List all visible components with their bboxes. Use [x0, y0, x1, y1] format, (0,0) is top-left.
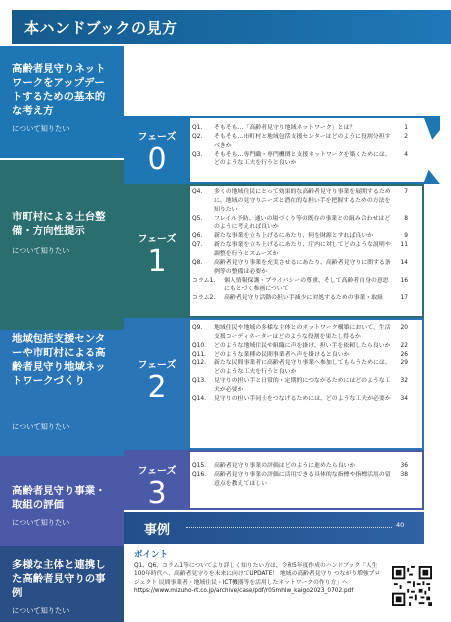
- list-item[interactable]: [192, 462, 408, 471]
- item-text: 高齢者見守り事業の評価に活用できる具体的な指標や指標活用の留意点を教えてほしい: [214, 471, 391, 487]
- list-item[interactable]: [192, 151, 408, 169]
- item-text: 地域住民や地域の多様な主体とのネットワーク構築において、生活支援コーディネーターはどのような役割を果たし得るか: [214, 325, 391, 340]
- item-number: Q13.: [192, 378, 207, 385]
- item-text: 新たな民間事業者に高齢者見守り事業へ参加してもらうためには、どのような工夫を行うと良いか: [214, 360, 391, 376]
- phase0-list: [192, 124, 408, 168]
- list-item[interactable]: [192, 294, 408, 303]
- item-number: コラム2.: [192, 295, 216, 302]
- item-page: 22: [400, 342, 408, 349]
- item-text: 見守りの担い手と日常的・定期的につながるためにはどのような工夫が必要か: [214, 378, 391, 394]
- section-sub: について知りたい: [12, 422, 70, 431]
- list-item[interactable]: [192, 241, 408, 259]
- section-heading: 市町村による土台整備・方向性提示: [12, 211, 106, 238]
- phase-label: フェーズ: [137, 466, 177, 477]
- phase0-tab: [126, 122, 188, 175]
- item-page: 8: [404, 215, 408, 222]
- item-page: 26: [400, 351, 408, 358]
- phase-number: 2: [147, 370, 167, 405]
- list-item[interactable]: [192, 232, 408, 241]
- section-heading: 高齢者見守りネットワークをアップデートするための基本的な考え方: [12, 63, 106, 118]
- list-item[interactable]: [192, 259, 408, 277]
- item-number: コラム1.: [192, 277, 216, 284]
- list-item[interactable]: [192, 188, 408, 215]
- item-number: Q10.: [192, 342, 207, 349]
- list-item[interactable]: [192, 395, 408, 404]
- phase3-tab: [126, 456, 188, 509]
- section-heading: 地域包括支援センターや市町村による高齢者見守り地域ネットワークづくり: [12, 333, 106, 388]
- item-page: 17: [400, 295, 408, 302]
- item-text: どのような業種の民間事業者へ声を掛けると良いか: [214, 351, 350, 358]
- item-page: 11: [400, 242, 408, 249]
- phase1-list: [192, 188, 408, 303]
- section-sub: について知りたい: [12, 246, 70, 255]
- section-sub: について知りたい: [12, 124, 70, 133]
- list-item[interactable]: [192, 133, 408, 151]
- list-item[interactable]: [192, 342, 408, 351]
- list-item[interactable]: [192, 324, 408, 342]
- item-number: Q2.: [192, 133, 203, 140]
- item-text: そもそも…専門職・専門機関と支援ネットワークを築くためには、どのような工夫を行うと良いか: [214, 151, 391, 167]
- list-item[interactable]: [192, 351, 408, 360]
- item-text: 多くの地域住民にとって効果的な高齢者見守り事業を展開するために、地域の見守りニーズと潜在的な担い手を把握するための方法を知りたい: [214, 189, 391, 213]
- item-number: Q8.: [192, 259, 203, 266]
- list-item[interactable]: [192, 277, 408, 295]
- list-item[interactable]: [192, 377, 408, 395]
- item-page: 14: [400, 259, 408, 266]
- list-item[interactable]: [192, 471, 408, 489]
- item-text: どのような地域住民や組織に声を掛け、担い手を依頼したら良いか: [214, 342, 391, 349]
- item-text: 個人情報保護・プライバシーの尊重、そして高齢者自身の意思にもとづく参画について: [224, 277, 389, 293]
- list-item[interactable]: [192, 359, 408, 377]
- section-sub: について知りたい: [12, 606, 70, 615]
- item-page: 4: [404, 151, 408, 158]
- item-text: そもそも…市町村と地域包括支援センターはどのように役割分担すべきか: [214, 133, 391, 149]
- qr-code-icon: [392, 566, 432, 606]
- item-text: 新たな事業を立ち上げるにあたり、庁内に対してどのような説明や調整を行うとスムーズか: [214, 242, 391, 258]
- section-network: [0, 322, 124, 454]
- section-basic: [0, 52, 124, 158]
- item-number: Q15.: [192, 463, 207, 469]
- phase3-list: [192, 462, 408, 489]
- item-page: 36: [400, 463, 408, 469]
- point-box: [134, 548, 440, 618]
- item-page: 34: [400, 395, 408, 402]
- case-label[interactable]: 事例: [144, 523, 171, 538]
- item-text: 見守りの担い手同士をつなげるためには、どのような工夫が必要か: [214, 395, 391, 402]
- item-number: Q14.: [192, 395, 207, 402]
- section-sub: について知りたい: [12, 518, 70, 527]
- item-text: そもそも…「高齢者見守り地域ネットワーク」とは？: [214, 125, 356, 131]
- item-number: Q6.: [192, 233, 203, 240]
- phase2-list: [192, 324, 408, 404]
- phase-number: 0: [147, 142, 167, 177]
- item-text: 新たな事業を立ち上げるにあたり、何を財源とすれば良いか: [214, 233, 374, 240]
- section-municipal: [0, 200, 124, 326]
- item-text: フレイル予防、通いの場づくり等の既存の事業との組み合わせはどのように考えれば良いか: [214, 215, 391, 231]
- page-title: 本ハンドブックの見方: [24, 19, 178, 37]
- item-page: 32: [400, 378, 408, 385]
- item-number: Q9.: [192, 325, 203, 331]
- item-number: Q3.: [192, 151, 203, 158]
- section-heading: 多様な主体と連携した高齢者見守りの事例: [12, 559, 106, 600]
- section-heading: 高齢者見守り事業・取組の評価: [12, 485, 106, 512]
- item-page: 29: [400, 360, 408, 367]
- phase2-tab: [126, 350, 188, 403]
- phase-label: フェーズ: [137, 132, 177, 143]
- item-page: 16: [400, 277, 408, 284]
- section-evaluation: [0, 474, 124, 544]
- phase-number: 1: [147, 244, 167, 279]
- point-title: ポイント: [134, 550, 169, 560]
- item-number: Q7.: [192, 242, 203, 249]
- item-page: 38: [400, 471, 408, 478]
- section-cases: [0, 548, 124, 622]
- case-page: 40: [396, 521, 405, 529]
- item-text: 高齢者見守り事業を充実させるにあたり、高齢者見守りに関する条例等の整備は必要か: [214, 259, 391, 275]
- item-number: Q12.: [192, 360, 207, 367]
- phase1-tab: [126, 224, 188, 277]
- case-leader-dots: [186, 527, 392, 528]
- phase-label: フェーズ: [137, 234, 177, 245]
- point-text: Q1、Q6、コラム1等についてより詳しく知りたい方は、令和5年度作成のハンドブック「人生100年時代へ、高齢者見守りを未来に向けてUPDATE！ 地域の高齢者見守り つながり増強プロジェクト 民間事業者・地域住民・ICT機器等を活用したネットワークの作り方」へ https://www.mizuho-rt.co.jp/archive/case/pdf/r05mhlw_kaigo2023_0702.pdf: [134, 563, 381, 595]
- phase-number: 3: [147, 476, 167, 511]
- item-page: 1: [404, 125, 408, 131]
- item-number: Q4.: [192, 189, 203, 195]
- item-page: 20: [400, 325, 408, 331]
- list-item[interactable]: [192, 124, 408, 133]
- list-item[interactable]: [192, 215, 408, 233]
- item-page: 7: [404, 189, 408, 195]
- item-number: Q5.: [192, 215, 203, 222]
- item-number: Q11.: [192, 351, 207, 358]
- phase-label: フェーズ: [137, 360, 177, 371]
- item-page: 9: [404, 233, 408, 240]
- item-number: Q1.: [192, 125, 203, 131]
- item-text: 高齢者見守り活動の担い手減少に対処するための事業・取組: [224, 295, 384, 302]
- item-text: 高齢者見守り事業の評価はどのように進めたら良いか: [214, 463, 356, 469]
- item-page: 2: [404, 133, 408, 140]
- item-number: Q16.: [192, 471, 207, 478]
